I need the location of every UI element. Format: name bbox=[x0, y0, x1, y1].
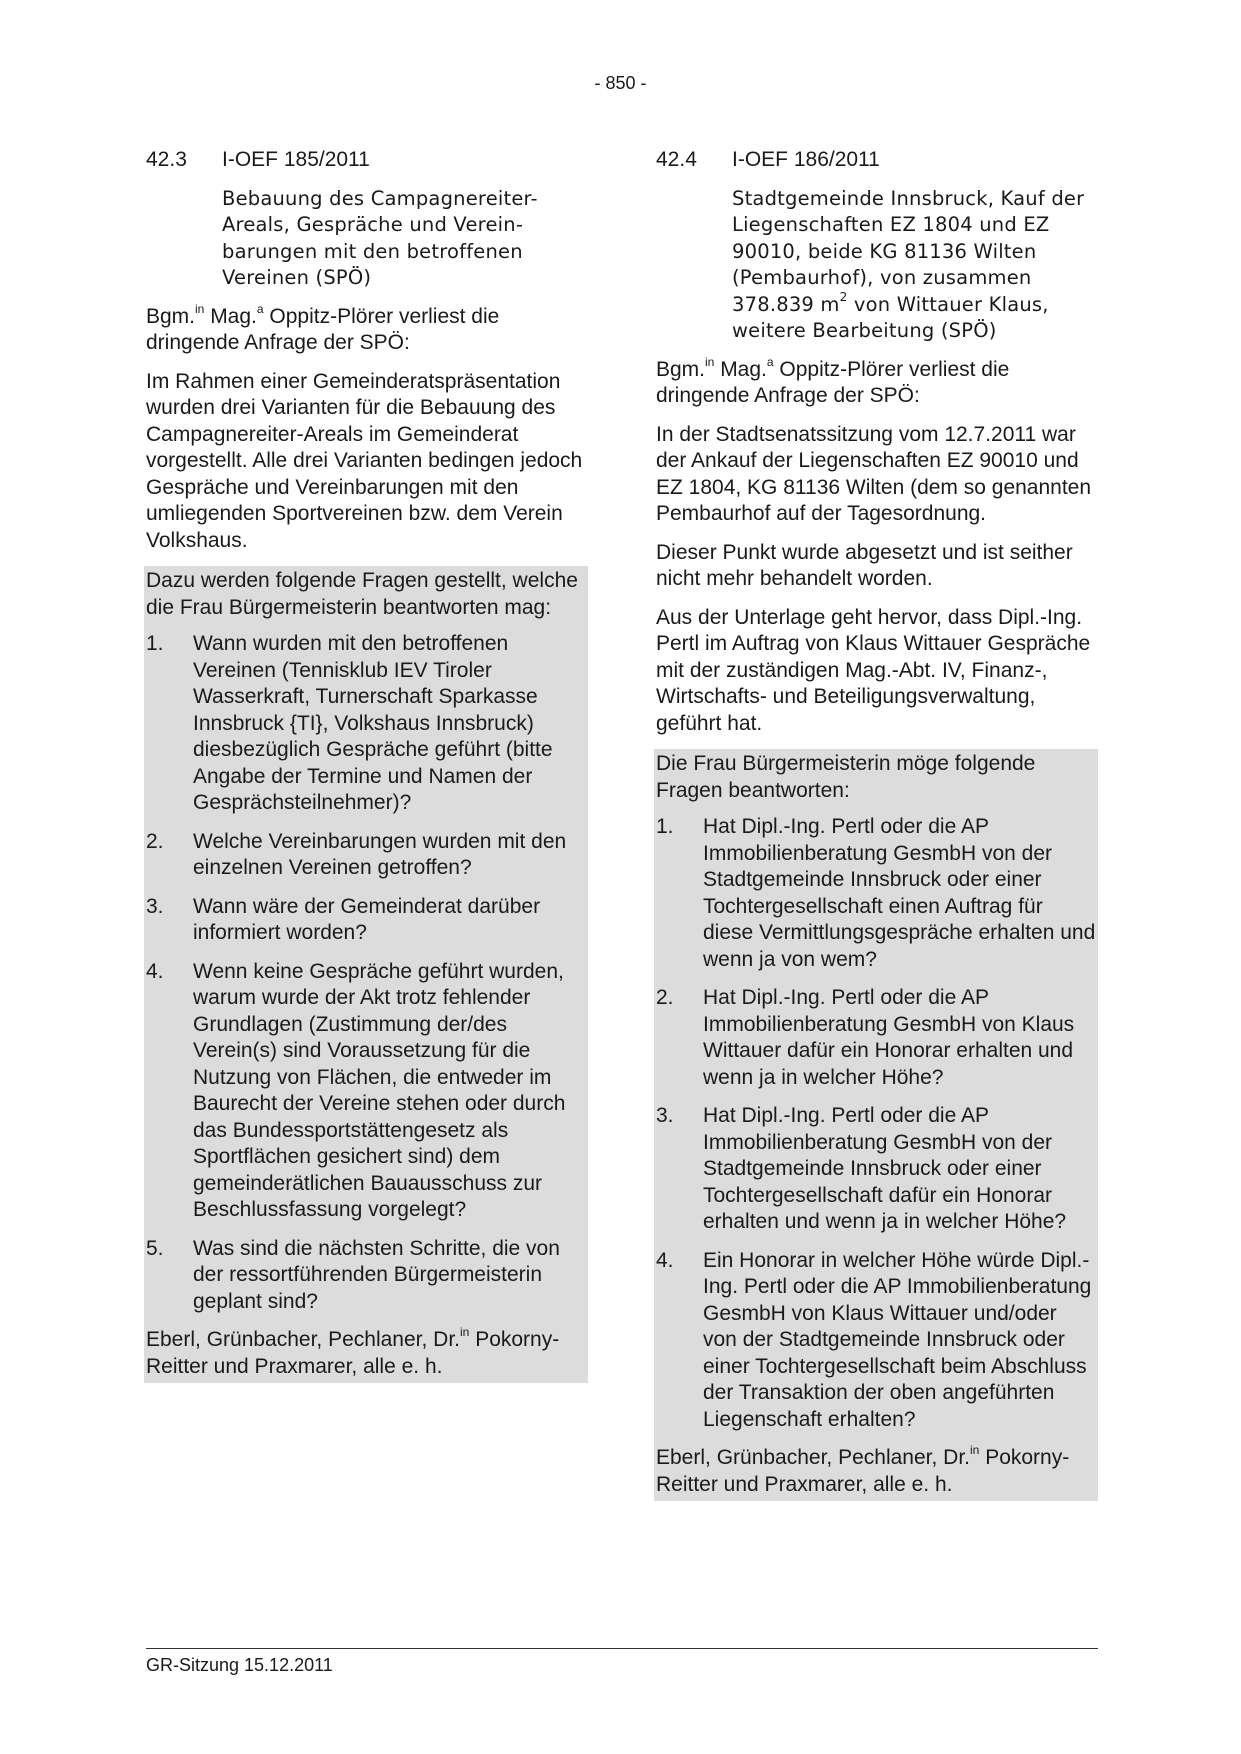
item-number: 42.4 bbox=[656, 148, 697, 171]
paragraph: In der Stadtsenatssitzung vom 12.7.2011 war der Ankauf der Liegenschaften EZ 90010 und EZ 1804, KG 81136 Wilten (dem so genannten Pembaurhof auf der Tagesordnung. bbox=[656, 422, 1092, 525]
signers: Eberl, Grünbacher, Pechlaner, Dr.$^{in}$ Pokorny-Reitter und Praxmarer, alle e. h. bbox=[146, 1325, 560, 1378]
list-item: 5. Was sind die nächsten Schritte, die von der ressortführenden Bürgermeisterin geplant sind? bbox=[146, 1236, 560, 1313]
inquiry-box bbox=[654, 749, 1098, 1501]
item-subject bbox=[222, 186, 586, 292]
subject-line: Vereinen (SPÖ) bbox=[222, 266, 372, 289]
question-intro: Die Frau Bürgermeisterin möge folgende Fragen beantworten: bbox=[656, 752, 1036, 802]
subject-line: Areals, Gespräche und Verein- bbox=[222, 213, 524, 236]
footer-text: GR-Sitzung 15.12.2011 bbox=[146, 1655, 333, 1675]
list-item: 3. Hat Dipl.-Ing. Pertl oder die AP Immobilienberatung GesmbH von der Stadtgemeinde Innsbruck oder einer Tochtergesellschaft dafür ein Honorar erhalten und wenn ja in welcher Höhe? bbox=[656, 1104, 1067, 1233]
list-item: 2. Hat Dipl.-Ing. Pertl oder die AP Immobilienberatung GesmbH von Klaus Wittauer dafür ein Honorar erhalten und wenn ja in welcher Höhe? bbox=[656, 986, 1075, 1089]
paragraph: Dieser Punkt wurde abgesetzt und ist seither nicht mehr behandelt worden. bbox=[656, 540, 1073, 590]
question-list bbox=[146, 631, 586, 1315]
subject-line: Bebauung des Campagnereiter- bbox=[222, 186, 538, 210]
right-column bbox=[656, 147, 1096, 1501]
left-column bbox=[146, 147, 586, 1383]
intro-paragraph: Im Rahmen einer Gemeinderatspräsentation wurden drei Varianten für die Bebauung des Campagnereiter-Areals im Gemeinderat vorgestellt. Alle drei Varianten bedingen jedoch Gespräche und Vereinbarungen mit den umliegenden Sportvereinen bzw. dem Verein Volkshaus. bbox=[146, 369, 583, 552]
list-item: 4. Ein Honorar in welcher Höhe würde Dipl.-Ing. Pertl oder die AP Immobilienberatung GesmbH von Klaus Wittauer und/oder von der Stadtgemeinde Innsbruck oder einer Tochtergesellschaft beim Abschluss der Transaktion der oben angeführten Liegenschaft erhalten? bbox=[656, 1248, 1092, 1431]
list-item: 2. Welche Vereinbarungen wurden mit den einzelnen Vereinen getroffen? bbox=[146, 829, 567, 879]
question-list bbox=[656, 814, 1096, 1433]
signers: Eberl, Grünbacher, Pechlaner, Dr.$^{in}$ Pokorny-Reitter und Praxmarer, alle e. h. bbox=[656, 1443, 1070, 1496]
subject-line: barungen mit den betroffenen bbox=[222, 239, 523, 263]
footer-divider bbox=[146, 1648, 1098, 1649]
item-heading bbox=[146, 147, 586, 174]
reader-note: Bgm.$^{in}$ Mag.$^a$ Oppitz-Plörer verliest die dringende Anfrage der SPÖ: bbox=[146, 301, 500, 354]
list-item: 3. Wann wäre der Gemeinderat darüber informiert worden? bbox=[146, 894, 541, 944]
inquiry-box bbox=[144, 566, 588, 1383]
reader-note: Bgm.$^{in}$ Mag.$^a$ Oppitz-Plörer verliest die dringende Anfrage der SPÖ: bbox=[656, 354, 1010, 407]
page-number: - 850 - bbox=[594, 73, 647, 93]
list-item: 1. Hat Dipl.-Ing. Pertl oder die AP Immobilienberatung GesmbH von der Stadtgemeinde Innsbruck oder einer Tochtergesellschaft einen Auftrag für diese Vermittlungsgespräche erhalten und wenn ja von wem? bbox=[656, 815, 1096, 971]
item-number: 42.3 bbox=[146, 148, 187, 171]
list-item: 1. Wann wurden mit den betroffenen Vereinen (Tennisklub IEV Tiroler Wasserkraft, Turnerschaft Sparkasse Innsbruck {TI}, Volkshaus Innsbruck) diesbezüglich Gespräche geführt (bitte Angabe der Termine und Namen der Gesprächsteilnehmer)? bbox=[146, 632, 553, 814]
list-item: 4. Wenn keine Gespräche geführt wurden, warum wurde der Akt trotz fehlender Grundlagen (Zustimmung der/des Verein(s) sind Voraussetzung für die Nutzung von Flächen, die entweder im Baurecht der Vereine stehen oder durch das Bundessportstättengesetz als Sportflächen gesichert sind) dem gemeinderätlichen Bauausschuss zur Beschlussfassung vorgelegt? bbox=[146, 959, 566, 1221]
paragraph: Aus der Unterlage geht hervor, dass Dipl.-Ing. Pertl im Auftrag von Klaus Wittauer Gespräche mit der zuständigen Mag.-Abt. IV, Finanz-, Wirtschafts- und Beteiligungsverwaltung, geführt hat. bbox=[656, 605, 1091, 735]
item-reference: I-OEF 185/2011 bbox=[222, 148, 370, 171]
question-intro: Dazu werden folgende Fragen gestellt, welche die Frau Bürgermeisterin beantworten mag: bbox=[146, 569, 578, 619]
item-reference: I-OEF 186/2011 bbox=[732, 148, 880, 171]
item-heading bbox=[656, 147, 1096, 174]
item-subject: Stadtgemeinde Innsbruck, Kauf der Liegenschaften EZ 1804 und EZ 90010, beide KG 81136 Wilten (Pembaurhof), von zusammen 378.839 $m^2$ von Wittauer Klaus, weitere Bearbeitung (SPÖ) bbox=[732, 186, 1085, 342]
